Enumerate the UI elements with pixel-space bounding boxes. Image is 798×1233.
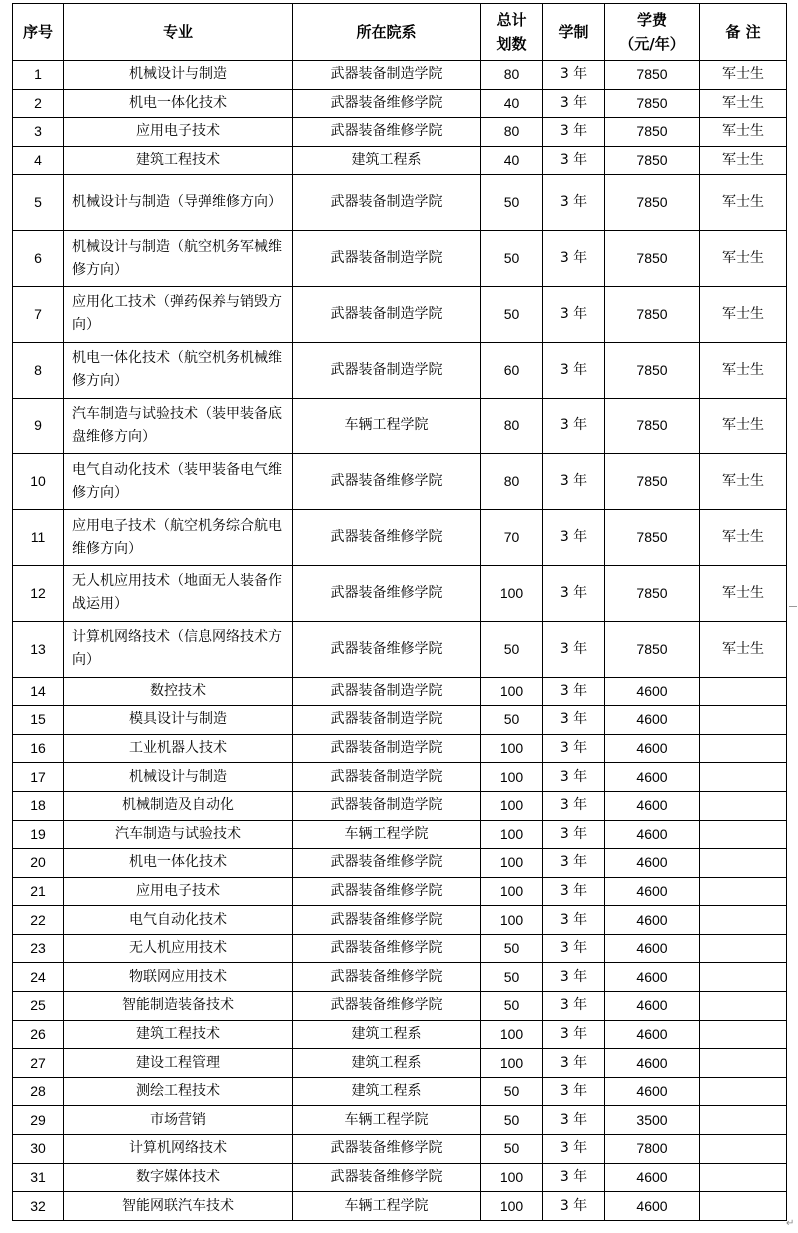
cell-note [700, 820, 787, 849]
cell-duration: 3 年 [543, 763, 605, 792]
cell-note: 军士生 [700, 510, 787, 566]
cell-note: 军士生 [700, 621, 787, 677]
cell-index: 32 [13, 1192, 64, 1221]
cell-department: 建筑工程系 [293, 1077, 481, 1106]
cell-note: 军士生 [700, 454, 787, 510]
table-row [13, 231, 787, 287]
cell-fee: 4600 [605, 1192, 700, 1221]
cell-quota: 50 [481, 963, 543, 992]
cell-index: 19 [13, 820, 64, 849]
table-row [13, 286, 787, 342]
cell-major: 市场营销 [64, 1106, 293, 1135]
cell-duration: 3 年 [543, 118, 605, 147]
cell-fee: 7850 [605, 565, 700, 621]
table-row [13, 565, 787, 621]
cell-fee: 7850 [605, 454, 700, 510]
cell-note [700, 992, 787, 1021]
cell-fee: 4600 [605, 877, 700, 906]
cell-major: 智能制造装备技术 [64, 992, 293, 1021]
cell-quota: 100 [481, 877, 543, 906]
cell-major: 模具设计与制造 [64, 706, 293, 735]
cell-index: 14 [13, 677, 64, 706]
header-fee-line2: （元/年） [619, 35, 685, 53]
enrollment-table [12, 3, 787, 1221]
cell-index: 5 [13, 175, 64, 231]
cell-fee: 4600 [605, 820, 700, 849]
margin-marker [789, 606, 797, 607]
cell-major: 应用电子技术 [64, 877, 293, 906]
cell-index: 28 [13, 1077, 64, 1106]
cell-fee: 4600 [605, 734, 700, 763]
cell-duration: 3 年 [543, 1049, 605, 1078]
cell-index: 24 [13, 963, 64, 992]
cell-department: 武器装备维修学院 [293, 454, 481, 510]
cell-note [700, 791, 787, 820]
cell-fee: 4600 [605, 934, 700, 963]
cell-quota: 50 [481, 621, 543, 677]
cell-department: 武器装备制造学院 [293, 231, 481, 287]
table-row [13, 1020, 787, 1049]
cell-index: 21 [13, 877, 64, 906]
table-row [13, 1106, 787, 1135]
cell-duration: 3 年 [543, 1020, 605, 1049]
cell-major: 工业机器人技术 [64, 734, 293, 763]
cell-index: 16 [13, 734, 64, 763]
cell-duration: 3 年 [543, 1106, 605, 1135]
cell-index: 22 [13, 906, 64, 935]
cell-quota: 60 [481, 342, 543, 398]
cell-department: 武器装备维修学院 [293, 1135, 481, 1164]
cell-note: 军士生 [700, 61, 787, 90]
cell-note [700, 763, 787, 792]
cell-note [700, 1106, 787, 1135]
cell-department: 武器装备维修学院 [293, 934, 481, 963]
cell-major: 机电一体化技术 [64, 849, 293, 878]
cell-duration: 3 年 [543, 820, 605, 849]
cell-department: 武器装备维修学院 [293, 992, 481, 1021]
table-body [13, 61, 787, 1221]
cell-major: 数字媒体技术 [64, 1163, 293, 1192]
cell-quota: 100 [481, 1020, 543, 1049]
cell-major: 机械设计与制造 [64, 61, 293, 90]
cell-quota: 50 [481, 1135, 543, 1164]
table-row [13, 877, 787, 906]
table-row [13, 146, 787, 175]
cell-quota: 50 [481, 286, 543, 342]
cell-fee: 7850 [605, 621, 700, 677]
cell-major: 机电一体化技术 [64, 89, 293, 118]
cell-note [700, 1192, 787, 1221]
header-department: 所在院系 [293, 4, 481, 61]
cell-department: 武器装备制造学院 [293, 706, 481, 735]
cell-duration: 3 年 [543, 934, 605, 963]
cell-note: 军士生 [700, 398, 787, 454]
header-fee [605, 4, 700, 61]
cell-duration: 3 年 [543, 398, 605, 454]
cell-duration: 3 年 [543, 1135, 605, 1164]
cell-department: 武器装备维修学院 [293, 1163, 481, 1192]
cell-major: 应用化工技术（弹药保养与销毁方向） [64, 286, 293, 342]
cell-fee: 4600 [605, 1163, 700, 1192]
cell-department: 武器装备维修学院 [293, 963, 481, 992]
header-row [13, 4, 787, 61]
cell-note [700, 1077, 787, 1106]
cell-fee: 4600 [605, 963, 700, 992]
cell-department: 武器装备维修学院 [293, 906, 481, 935]
cell-quota: 80 [481, 454, 543, 510]
cell-quota: 40 [481, 146, 543, 175]
cell-fee: 4600 [605, 1049, 700, 1078]
cell-duration: 3 年 [543, 342, 605, 398]
cell-major: 电气自动化技术（装甲装备电气维修方向） [64, 454, 293, 510]
cell-duration: 3 年 [543, 706, 605, 735]
cell-fee: 4600 [605, 1077, 700, 1106]
cell-department: 车辆工程学院 [293, 398, 481, 454]
cell-major: 计算机网络技术（信息网络技术方向） [64, 621, 293, 677]
table-row [13, 1077, 787, 1106]
cell-duration: 3 年 [543, 146, 605, 175]
cell-duration: 3 年 [543, 677, 605, 706]
cell-quota: 100 [481, 791, 543, 820]
cell-major: 机械设计与制造（导弹维修方向） [64, 175, 293, 231]
cell-department: 武器装备维修学院 [293, 89, 481, 118]
cell-index: 25 [13, 992, 64, 1021]
cell-note [700, 1020, 787, 1049]
cell-fee: 3500 [605, 1106, 700, 1135]
cell-quota: 100 [481, 677, 543, 706]
cell-duration: 3 年 [543, 231, 605, 287]
cell-duration: 3 年 [543, 454, 605, 510]
cell-index: 15 [13, 706, 64, 735]
table-row [13, 934, 787, 963]
cell-department: 武器装备维修学院 [293, 877, 481, 906]
cell-quota: 50 [481, 992, 543, 1021]
cell-major: 汽车制造与试验技术 [64, 820, 293, 849]
cell-index: 8 [13, 342, 64, 398]
cell-major: 应用电子技术（航空机务综合航电维修方向） [64, 510, 293, 566]
cell-fee: 4600 [605, 763, 700, 792]
cell-index: 31 [13, 1163, 64, 1192]
cell-fee: 7850 [605, 286, 700, 342]
cell-department: 武器装备制造学院 [293, 61, 481, 90]
cell-index: 1 [13, 61, 64, 90]
cell-index: 29 [13, 1106, 64, 1135]
cell-quota: 100 [481, 1049, 543, 1078]
cell-major: 建筑工程技术 [64, 1020, 293, 1049]
table-row [13, 791, 787, 820]
cell-duration: 3 年 [543, 1163, 605, 1192]
cell-fee: 7850 [605, 146, 700, 175]
header-fee-line1: 学费 [636, 11, 667, 29]
cell-major: 无人机应用技术 [64, 934, 293, 963]
table-row [13, 89, 787, 118]
cell-quota: 80 [481, 398, 543, 454]
cell-fee: 7850 [605, 89, 700, 118]
cell-department: 武器装备维修学院 [293, 118, 481, 147]
cell-quota: 70 [481, 510, 543, 566]
cell-fee: 7850 [605, 398, 700, 454]
cell-index: 6 [13, 231, 64, 287]
cell-note [700, 1049, 787, 1078]
table-row [13, 454, 787, 510]
cell-fee: 7850 [605, 231, 700, 287]
cell-duration: 3 年 [543, 849, 605, 878]
cell-major: 物联网应用技术 [64, 963, 293, 992]
cell-department: 武器装备制造学院 [293, 342, 481, 398]
table-row [13, 61, 787, 90]
header-major: 专业 [64, 4, 293, 61]
header-quota-line2: 划数 [496, 35, 527, 53]
table-row [13, 963, 787, 992]
cell-note: 军士生 [700, 231, 787, 287]
table-row [13, 621, 787, 677]
table-row [13, 677, 787, 706]
cell-fee: 4600 [605, 992, 700, 1021]
header-quota-line1: 总计 [496, 11, 527, 29]
cell-index: 17 [13, 763, 64, 792]
cell-note: 军士生 [700, 286, 787, 342]
table-row [13, 398, 787, 454]
cell-quota: 100 [481, 565, 543, 621]
cell-index: 26 [13, 1020, 64, 1049]
cell-fee: 4600 [605, 791, 700, 820]
cell-duration: 3 年 [543, 906, 605, 935]
cell-major: 电气自动化技术 [64, 906, 293, 935]
cell-quota: 100 [481, 734, 543, 763]
cell-department: 武器装备制造学院 [293, 791, 481, 820]
cell-index: 20 [13, 849, 64, 878]
cell-department: 武器装备制造学院 [293, 734, 481, 763]
cell-index: 10 [13, 454, 64, 510]
header-note: 备 注 [700, 4, 787, 61]
cell-major: 建设工程管理 [64, 1049, 293, 1078]
cell-department: 武器装备制造学院 [293, 677, 481, 706]
cell-quota: 100 [481, 820, 543, 849]
cell-quota: 50 [481, 1077, 543, 1106]
cell-note: 军士生 [700, 89, 787, 118]
table-row [13, 763, 787, 792]
cell-duration: 3 年 [543, 621, 605, 677]
cell-duration: 3 年 [543, 510, 605, 566]
cell-department: 建筑工程系 [293, 1020, 481, 1049]
cell-index: 30 [13, 1135, 64, 1164]
cell-major: 数控技术 [64, 677, 293, 706]
cell-major: 应用电子技术 [64, 118, 293, 147]
cell-fee: 7800 [605, 1135, 700, 1164]
cell-department: 武器装备维修学院 [293, 849, 481, 878]
cell-quota: 50 [481, 175, 543, 231]
table-row [13, 510, 787, 566]
cell-department: 武器装备制造学院 [293, 175, 481, 231]
table-row [13, 906, 787, 935]
cell-duration: 3 年 [543, 791, 605, 820]
cell-major: 测绘工程技术 [64, 1077, 293, 1106]
cell-fee: 7850 [605, 510, 700, 566]
cell-quota: 100 [481, 763, 543, 792]
cell-department: 武器装备制造学院 [293, 763, 481, 792]
table-row [13, 734, 787, 763]
cell-major: 无人机应用技术（地面无人装备作战运用） [64, 565, 293, 621]
cell-quota: 50 [481, 1106, 543, 1135]
cell-fee: 4600 [605, 706, 700, 735]
cell-fee: 4600 [605, 849, 700, 878]
cell-duration: 3 年 [543, 61, 605, 90]
cell-index: 18 [13, 791, 64, 820]
cell-department: 武器装备维修学院 [293, 510, 481, 566]
cell-note [700, 906, 787, 935]
cell-index: 9 [13, 398, 64, 454]
cell-note: 军士生 [700, 175, 787, 231]
cell-major: 计算机网络技术 [64, 1135, 293, 1164]
cell-department: 武器装备维修学院 [293, 621, 481, 677]
cell-major: 机械设计与制造（航空机务军械维修方向） [64, 231, 293, 287]
cell-duration: 3 年 [543, 1192, 605, 1221]
cell-quota: 100 [481, 906, 543, 935]
cell-index: 23 [13, 934, 64, 963]
cell-fee: 4600 [605, 906, 700, 935]
cell-note [700, 877, 787, 906]
cell-major: 机电一体化技术（航空机务机械维修方向） [64, 342, 293, 398]
cell-note: 军士生 [700, 146, 787, 175]
cell-major: 智能网联汽车技术 [64, 1192, 293, 1221]
table-row [13, 1135, 787, 1164]
cell-index: 11 [13, 510, 64, 566]
cell-department: 建筑工程系 [293, 1049, 481, 1078]
cell-fee: 7850 [605, 61, 700, 90]
cell-duration: 3 年 [543, 89, 605, 118]
cell-index: 3 [13, 118, 64, 147]
cell-department: 武器装备制造学院 [293, 286, 481, 342]
cell-department: 建筑工程系 [293, 146, 481, 175]
cell-index: 27 [13, 1049, 64, 1078]
cell-duration: 3 年 [543, 175, 605, 231]
cell-duration: 3 年 [543, 877, 605, 906]
cell-note [700, 677, 787, 706]
cell-index: 12 [13, 565, 64, 621]
cell-index: 7 [13, 286, 64, 342]
cell-note [700, 706, 787, 735]
header-duration: 学制 [543, 4, 605, 61]
cell-index: 4 [13, 146, 64, 175]
cell-note: 军士生 [700, 118, 787, 147]
table-row [13, 175, 787, 231]
cell-quota: 100 [481, 1163, 543, 1192]
table-row [13, 1163, 787, 1192]
cell-department: 车辆工程学院 [293, 1106, 481, 1135]
cell-note [700, 734, 787, 763]
cell-quota: 50 [481, 706, 543, 735]
table-row [13, 1192, 787, 1221]
cell-major: 机械制造及自动化 [64, 791, 293, 820]
cell-duration: 3 年 [543, 963, 605, 992]
header-index: 序号 [13, 4, 64, 61]
table-row [13, 706, 787, 735]
table-row [13, 992, 787, 1021]
cell-note [700, 1163, 787, 1192]
cell-quota: 100 [481, 849, 543, 878]
cell-fee: 7850 [605, 175, 700, 231]
cell-duration: 3 年 [543, 565, 605, 621]
cell-quota: 80 [481, 118, 543, 147]
cell-note [700, 963, 787, 992]
cell-index: 2 [13, 89, 64, 118]
cell-note [700, 849, 787, 878]
cell-quota: 100 [481, 1192, 543, 1221]
cell-major: 汽车制造与试验技术（装甲装备底盘维修方向） [64, 398, 293, 454]
cell-duration: 3 年 [543, 734, 605, 763]
cell-quota: 80 [481, 61, 543, 90]
cell-index: 13 [13, 621, 64, 677]
cell-duration: 3 年 [543, 992, 605, 1021]
cell-fee: 7850 [605, 342, 700, 398]
table-row [13, 118, 787, 147]
cell-note [700, 1135, 787, 1164]
table-row [13, 1049, 787, 1078]
cell-fee: 4600 [605, 677, 700, 706]
cell-duration: 3 年 [543, 286, 605, 342]
cell-note: 军士生 [700, 342, 787, 398]
cell-fee: 4600 [605, 1020, 700, 1049]
cell-quota: 50 [481, 231, 543, 287]
cell-department: 武器装备维修学院 [293, 565, 481, 621]
cell-department: 车辆工程学院 [293, 1192, 481, 1221]
cell-duration: 3 年 [543, 1077, 605, 1106]
cell-major: 机械设计与制造 [64, 763, 293, 792]
cell-department: 车辆工程学院 [293, 820, 481, 849]
cell-fee: 7850 [605, 118, 700, 147]
cell-note [700, 934, 787, 963]
cell-quota: 40 [481, 89, 543, 118]
paragraph-mark: ↵ [786, 1218, 795, 1229]
cell-note: 军士生 [700, 565, 787, 621]
cell-quota: 50 [481, 934, 543, 963]
cell-major: 建筑工程技术 [64, 146, 293, 175]
table-row [13, 342, 787, 398]
table-row [13, 849, 787, 878]
header-quota [481, 4, 543, 61]
table-row [13, 820, 787, 849]
